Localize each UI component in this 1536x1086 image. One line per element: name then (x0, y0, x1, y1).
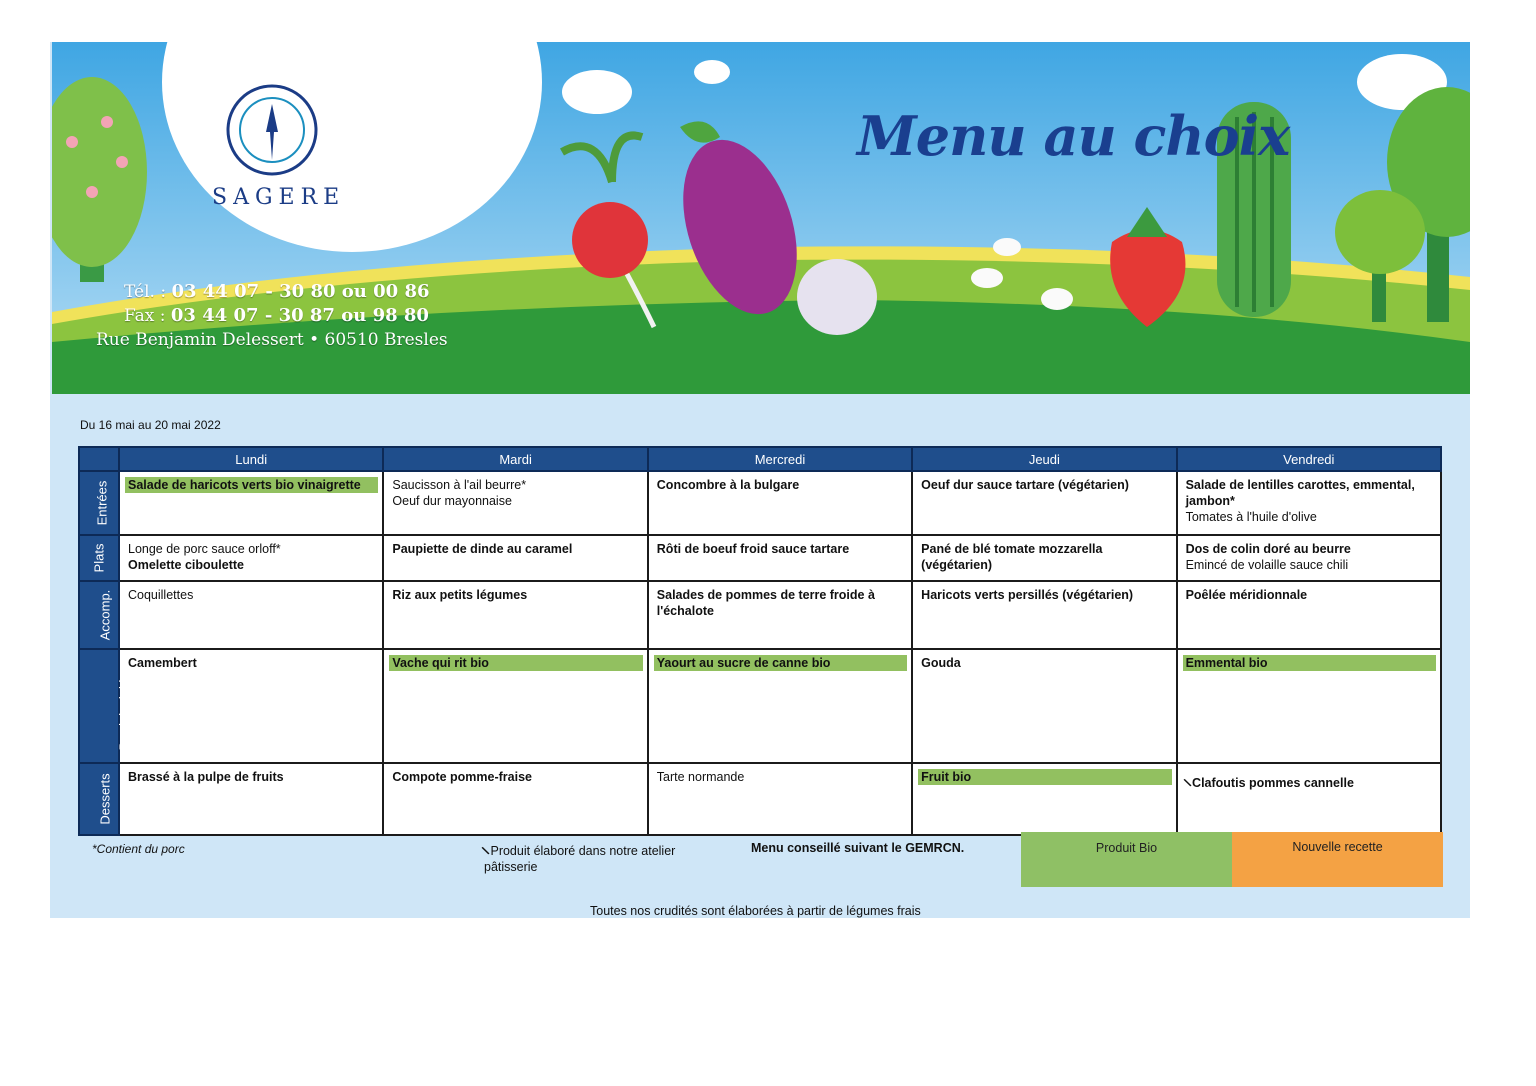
menu-item-text: Poêlée méridionnale (1185, 588, 1308, 602)
menu-cell (383, 649, 647, 763)
menu-item-text: Haricots verts persillés (végétarien) (921, 588, 1134, 602)
whisk-icon: \ (1181, 776, 1193, 790)
row-label (79, 581, 119, 649)
row-label (79, 535, 119, 581)
row-label-text: Accomp. (97, 589, 113, 641)
fax-line (96, 304, 448, 328)
address-line: Rue Benjamin Delessert • 60510 Bresles (96, 330, 448, 350)
menu-item-text: Tarte normande (656, 770, 745, 784)
menu-cell (383, 535, 647, 581)
menu-item (657, 769, 903, 785)
menu-item (392, 541, 638, 557)
menu-item-bio (1183, 655, 1436, 671)
menu-cell (648, 649, 912, 763)
row-label (79, 649, 132, 763)
fax-label: Fax : (124, 306, 171, 326)
menu-cell (912, 649, 1176, 763)
menu-item (1186, 541, 1432, 557)
menu-cell (119, 471, 383, 535)
menu-item-text: Saucisson à l'ail beurre* (392, 478, 527, 492)
menu-item-text: Gouda (921, 656, 961, 670)
menu-cell (1177, 581, 1441, 649)
menu-item (921, 587, 1167, 603)
row-label (79, 471, 119, 535)
menu-cell (1177, 763, 1441, 835)
menu-item-text: Emmental bio (1185, 656, 1268, 670)
menu-cell (912, 535, 1176, 581)
menu-item-text: Rôti de boeuf froid sauce tartare (656, 542, 850, 556)
day-header: Jeudi (912, 447, 1176, 471)
menu-cell (912, 471, 1176, 535)
row-label-text: Produits laitiers (116, 661, 132, 751)
phone-number: 03 44 07 - 30 80 ou 00 86 (171, 281, 430, 302)
menu-item-text: Salade de lentilles carottes, emmental, jambon* (1185, 478, 1415, 508)
fax-number: 03 44 07 - 30 87 ou 98 80 (170, 305, 429, 326)
menu-item-text: Compote pomme-fraise (392, 770, 532, 784)
row-label-text: Plats (91, 543, 106, 573)
menu-cell (119, 649, 383, 763)
menu-item-text: Dos de colin doré au beurre (1185, 542, 1351, 556)
menu-item-bio (918, 769, 1171, 785)
menu-row (79, 535, 1441, 581)
menu-item (128, 769, 374, 785)
menu-cell (383, 763, 647, 835)
menu-item (1186, 587, 1432, 603)
menu-item (392, 493, 638, 509)
row-label-text: Entrées (94, 480, 110, 526)
patisserie-note-text: Produit élaboré dans notre atelier pâtisserie (484, 844, 676, 874)
menu-row (79, 581, 1441, 649)
pork-note: *Contient du porc (92, 842, 185, 856)
menu-item (392, 587, 638, 603)
menu-table (78, 446, 1442, 836)
menu-item (392, 769, 638, 785)
menu-item (1186, 557, 1432, 573)
menu-item-bio (389, 655, 642, 671)
menu-item-text: Coquillettes (128, 588, 194, 602)
menu-item-text: Omelette ciboulette (128, 558, 244, 572)
menu-cell (912, 581, 1176, 649)
menu-item-text: Oeuf dur mayonnaise (392, 494, 512, 508)
contact-block (96, 280, 448, 352)
menu-cell (648, 535, 912, 581)
menu-cell (383, 471, 647, 535)
menu-cell (648, 581, 912, 649)
menu-item-text: Paupiette de dinde au caramel (392, 542, 573, 556)
menu-item (921, 541, 1167, 573)
menu-item-text: Salade de haricots verts bio vinaigrette (128, 478, 361, 492)
menu-item-text: Oeuf dur sauce tartare (végétarien) (921, 478, 1129, 492)
menu-item (1186, 509, 1432, 525)
menu-item (128, 541, 374, 557)
sagere-logo-text: SAGERE (212, 185, 346, 210)
legend-new-recipe: Nouvelle recette (1232, 832, 1443, 887)
menu-item-text: Salades de pommes de terre froide à l'échalote (656, 588, 875, 618)
menu-row (79, 471, 1441, 535)
menu-item (657, 477, 903, 493)
menu-item (128, 557, 374, 573)
menu-item-text: Longe de porc sauce orloff* (128, 542, 281, 556)
menu-item-bio (125, 477, 378, 493)
whisk-icon: \ (480, 844, 492, 858)
gemrcn-note: Menu conseillé suivant le GEMRCN. (751, 841, 965, 855)
row-label (79, 763, 119, 835)
menu-item-text: Camembert (128, 656, 197, 670)
menu-item-bio (654, 655, 907, 671)
menu-item (392, 477, 638, 493)
menu-item (657, 587, 903, 619)
menu-cell (1177, 535, 1441, 581)
day-header-row (79, 447, 1441, 471)
menu-body (79, 471, 1441, 835)
row-label-text: Desserts (97, 773, 113, 825)
menu-item-text: Brassé à la pulpe de fruits (128, 770, 284, 784)
day-header: Mardi (383, 447, 647, 471)
crudites-note: Toutes nos crudités sont élaborées à partir de légumes frais (590, 904, 921, 918)
menu-item (921, 477, 1167, 493)
menu-item-text: Emincé de volaille sauce chili (1185, 558, 1349, 572)
menu-item (128, 655, 374, 671)
menu-cell (648, 471, 912, 535)
phone-line (96, 280, 448, 304)
menu-item (921, 655, 1167, 671)
menu-cell (119, 535, 383, 581)
menu-item-text: Pané de blé tomate mozzarella (végétarien) (921, 542, 1103, 572)
date-range: Du 16 mai au 20 mai 2022 (80, 418, 221, 432)
menu-item (657, 541, 903, 557)
menu-cell (1177, 471, 1441, 535)
menu-cell (648, 763, 912, 835)
menu-item (1186, 477, 1432, 509)
menu-item-text: Yaourt au sucre de canne bio (656, 656, 831, 670)
menu-cell (119, 763, 383, 835)
menu-item-text: Tomates à l'huile d'olive (1185, 510, 1317, 524)
legend-bio: Produit Bio (1021, 832, 1232, 887)
menu-item-text: Riz aux petits légumes (392, 588, 528, 602)
menu-cell (383, 581, 647, 649)
menu-item-text: Vache qui rit bio (392, 656, 489, 670)
menu-cell (1177, 649, 1441, 763)
menu-item (128, 587, 374, 603)
patisserie-note (480, 843, 724, 875)
menu-cell (912, 763, 1176, 835)
menu-item-text: Concombre à la bulgare (656, 478, 800, 492)
phone-label: Tél. : (124, 282, 172, 302)
day-header: Mercredi (648, 447, 912, 471)
day-header: Lundi (119, 447, 383, 471)
menu-item-text: Clafoutis pommes cannelle (1192, 776, 1354, 790)
menu-item (1181, 775, 1432, 791)
menu-title: Menu au choix (857, 104, 1290, 168)
day-header: Vendredi (1177, 447, 1441, 471)
menu-item-text: Fruit bio (921, 770, 972, 784)
menu-row (79, 649, 1441, 763)
header-corner (79, 447, 119, 471)
menu-cell (119, 581, 383, 649)
menu-row (79, 763, 1441, 835)
